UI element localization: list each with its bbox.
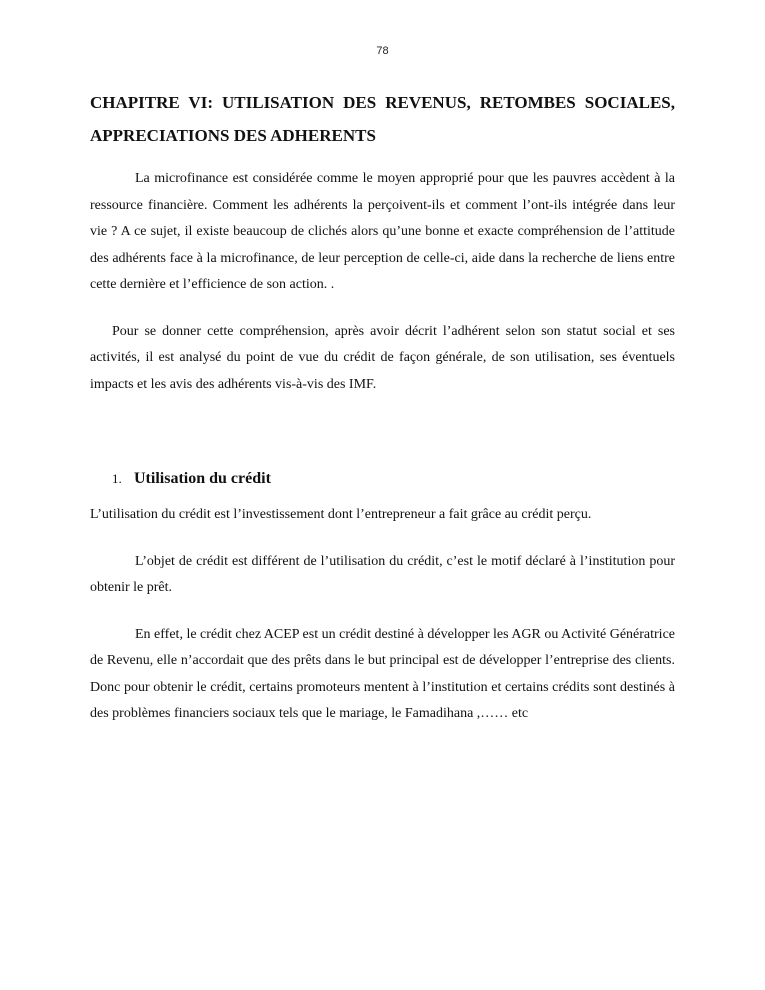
section-title: Utilisation du crédit: [134, 470, 271, 487]
page-number: 78: [376, 45, 389, 57]
section-number: 1.: [112, 471, 122, 486]
intro-paragraph-1: La microfinance est considérée comme le moyen approprié pour que les pauvres accèdent à la ressource financière. Comment les adhérents la perçoivent-ils et comment l’ont-ils intégrée dans leur vie ? A ce sujet, il existe beaucoup de clichés alors qu’une bonne et exacte compréhension de l’attitude des adhérents face à la microfinance, de leur perception de celle-ci, aide dans la recherche de liens entre cette dernière et l’efficience de son action. .: [90, 171, 675, 292]
section-paragraph-3: En effet, le crédit chez ACEP est un crédit destiné à développer les AGR ou Activité Génératrice de Revenu, elle n’accordait que des prêts dans le but principal est de développer l’entreprise des clients. Donc pour obtenir le crédit, certains promoteurs mentent à l’institution et certains crédits sont destinés à des problèmes financiers sociaux tels que le mariage, le Famadihana ,…… etc: [90, 626, 675, 721]
section-paragraph-1: L’utilisation du crédit est l’investissement dont l’entrepreneur a fait grâce au crédit perçu.: [90, 507, 592, 522]
document-body: [90, 86, 675, 728]
section-heading: [112, 466, 675, 492]
chapter-title: CHAPITRE VI: UTILISATION DES REVENUS, RETOMBES SOCIALES, APPRECIATIONS DES ADHERENTS: [90, 93, 675, 145]
section-paragraph-2: L’objet de crédit est différent de l’utilisation du crédit, c’est le motif déclaré à l’institution pour obtenir le prêt.: [90, 553, 675, 595]
intro-paragraph-2: Pour se donner cette compréhension, après avoir décrit l’adhérent selon son statut social et ses activités, il est analysé du point de vue du crédit de façon générale, de son utilisation, ses éventuels impacts et les avis des adhérents vis-à-vis des IMF.: [90, 323, 675, 392]
